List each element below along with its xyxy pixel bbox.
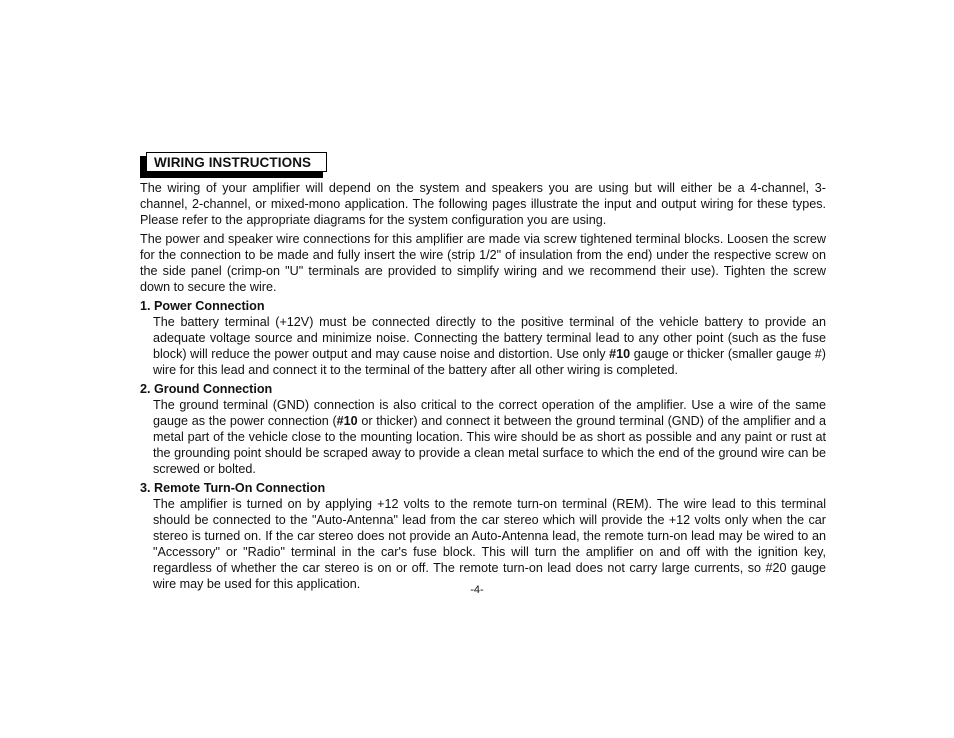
section-body-remote: The amplifier is turned on by applying +12 volts to the remote turn-on terminal (REM). The wire lead to this terminal should be connected to the "Auto-Antenna" lead from the car stereo which will provide the +12 volts only when the car stereo is turned on. If the car stereo does not provide an Auto-Antenna lead, the remote turn-on lead may be wired to an "Accessory" or "Radio" terminal in the car's fuse block. This will turn the amplifier on and off with the ignition key, regardless of whether the car stereo is on or off. The remote turn-on lead does not carry large currents, so #20 gauge wire may be used for this application. <box>153 497 826 591</box>
ground-text-2: or thicker) and connect it between the ground terminal (GND) of the amplifier and a metal part of the vehicle close to the mounting location. This wire should be as short as possible and any paint or rust at the grounding point should be scraped away to provide a clean metal surface to which the end of the ground wire can be screwed or bolted. <box>153 414 826 476</box>
section-remote-turn-on <box>140 480 826 592</box>
section-title-remote: 3. Remote Turn-On Connection <box>140 481 326 495</box>
power-text-2: gauge or thicker (smaller gauge #) wire for this lead and connect it to the terminal of the battery after all other wiring is completed. <box>153 347 826 377</box>
power-gauge-bold: #10 <box>609 347 631 361</box>
intro-paragraph-2: The power and speaker wire connections for this amplifier are made via screw tightened terminal blocks. Loosen the screw for the connection to be made and fully insert the wire (strip 1/2" of insulation from the end) under the respective screw on the side panel (crimp-on "U" terminals are provided to simplify wiring and we recommend their use). Tighten the screw down to secure the wire. <box>140 232 826 294</box>
section-title-ground: 2. Ground Connection <box>140 382 273 396</box>
heading-text: WIRING INSTRUCTIONS <box>154 154 312 170</box>
ground-text-1: The ground terminal (GND) connection is also critical to the correct operation of the amplifier. Use a wire of the same gauge as the power connection ( <box>153 398 826 428</box>
intro-paragraph-1: The wiring of your amplifier will depend on the system and speakers you are using but will either be a 4-channel, 3-channel, 2-channel, or mixed-mono application. The following pages illustrate the input and output wiring for these types. Please refer to the appropriate diagrams for the system configuration you are using. <box>140 181 826 227</box>
ground-gauge-bold: #10 <box>336 414 358 428</box>
power-text-1: The battery terminal (+12V) must be connected directly to the positive terminal of the vehicle battery to provide an adequate voltage source and minimize noise. Connecting the battery terminal lead to any other point (such as the fuse block) will reduce the power output and may cause noise and distortion. Use only <box>153 315 826 361</box>
page-number: -4- <box>470 584 484 596</box>
section-body-ground <box>153 397 826 477</box>
section-title-power: 1. Power Connection <box>140 299 265 313</box>
section-body-power <box>153 314 826 378</box>
heading-frame <box>146 152 327 172</box>
section-heading <box>140 152 325 174</box>
document-body <box>140 180 826 595</box>
section-ground-connection <box>140 381 826 477</box>
section-power-connection <box>140 298 826 378</box>
